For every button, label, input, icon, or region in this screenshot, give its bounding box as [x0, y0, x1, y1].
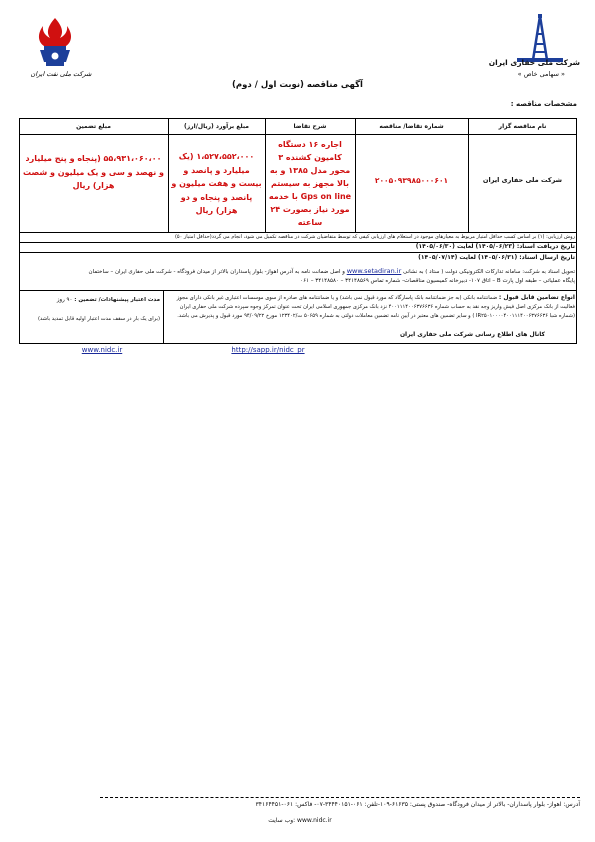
column-divider	[355, 118, 356, 232]
footer-divider	[100, 797, 580, 798]
sapp-link[interactable]: http://sapp.ir/nidc_pr	[231, 346, 305, 354]
guarantee-label: انواع تضامین قابل قبول :	[498, 294, 575, 301]
header-description: شرح تقاضا	[293, 123, 327, 130]
divider	[19, 290, 577, 291]
cell-guarantee: ۵۵،۹۳۱،۰۶۰،۰۰ (پنجاه و پنج میلیارد و نهصد و سی و یک میلیون و شصت هزار) ریال	[23, 154, 164, 190]
cell-tender-number: ۲۰۰۵۰۹۳۹۸۵۰۰۰۶۰۱	[374, 176, 449, 185]
footer-website: وب سایت: www.nidc.ir	[268, 817, 332, 824]
divider	[19, 252, 577, 253]
website-link[interactable]: www.nidc.ir	[81, 346, 123, 354]
company-name: شرکت ملی حفاری ایران	[488, 58, 580, 67]
channels-label: کانال های اطلاع رسانی شرکت ملی حفاری ایران	[399, 331, 545, 338]
column-divider	[265, 118, 266, 232]
setadiran-link[interactable]: www.setadiran.ir	[346, 267, 402, 275]
header-tender-number: شماره تقاضا/ مناقصه	[379, 123, 444, 130]
header-estimate: مبلغ برآورد (ریال/ارز)	[183, 123, 249, 130]
validity-note: (برای یک بار در سقف مدت اعتبار اولیه قابل تمدید باشد)	[38, 316, 160, 322]
nidc-logo	[505, 14, 575, 78]
delivery-address: پایگاه عملیاتی – طبقه اول پارت B – اتاق ۱۰۷- دبیرخانه کمیسیون مناقصات- شماره تماس ۳۴۱۴۸۵۶۹ – ۳۴۱۴۸۵۸۰ – ۰۶۱	[300, 278, 575, 284]
header-guarantee: مبلغ تضمین	[76, 123, 111, 130]
delivery-text: تحویل اسناد به شرکت: سامانه تدارکات الکترونیکی دولت ( ستاد ) به نشانی	[403, 269, 575, 275]
validity-value: ۹۰ روز	[56, 297, 73, 303]
receive-date: تاریخ دریافت اسناد: (۱۴۰۵/۰۶/۲۳) لغایت (۱۴۰۵/۰۶/۳۰)	[415, 243, 575, 250]
footer-address: آدرس: اهواز- بلوار پاسداران- بالاتر از میدان فرودگاه- صندوق پستی: ۶۱۶۳۵-۱۰۹-تلفن: ۰۶۱-۳۴۴۴۰۱۵۱-۰۷- فاکس: ۰۶۱-۳۴۱۶۴۴۵۱	[255, 801, 580, 808]
guarantee-text: ضمانتنامه بانکی (به جز ضمانتنامه بانک پاسارگاد که مورد قبول نمی باشد) و یا ضمانتنامه های صادره از سوی موسسات اعتباری غیر بانکی دارای مجوز فعالیت از بانک مرکزی اصل فیش واریز وجه نقد به حساب شماره ۴۰۰۱۱۱۴۰۰۶۳۷۶۶۳۶ نزد بانک مرکزی جمهوری اسلامی ایران تحت عنوان تمرکز وجوه سپرده شرکت ملی حفاری ایران (شماره شبا IR۲۵۰۱۰۰۰۰۴۰۰۱۱۱۴۰۰۶۳۷۶۶۳۶ ) و سایر تضمین های معتبر در آیین نامه تضمین معاملات دولتی به شماره ۵۰۶۵۹ ت/۱۲۳۴۰۲ مورخ ۹۴/۰۹/۲۲ مورد قبول و پذیرش می باشد.	[176, 295, 575, 319]
header-organizer: نام مناقصه گزار	[498, 123, 547, 130]
delivery-info	[22, 267, 575, 276]
column-divider	[168, 118, 169, 232]
company-subtitle: « سهامی خاص »	[517, 70, 565, 78]
delivery-text: و اصل ضمانت نامه به آدرس اهواز- بلوار پاسداران بالاتر از میدان فرودگاه - شرکت ملی حفاری ایران – ساختمان	[88, 269, 345, 275]
column-divider	[163, 290, 164, 344]
validity-label: مدت اعتبار پیشنهادات/ تضمین :	[74, 297, 160, 303]
header-divider	[19, 134, 577, 135]
validity-info	[22, 296, 160, 304]
specs-label: مشخصات مناقصه :	[510, 100, 577, 108]
cell-estimate: ۱،۵۲۷،۵۵۲،۰۰۰ (یک میلیارد و پانصد و بیست و هفت میلیون و پانصد و پنجاه و دو هزار) ریال	[171, 152, 262, 215]
guarantee-types	[166, 293, 575, 321]
page-title: آگهی مناقصه (نوبت اول / دوم)	[232, 80, 363, 90]
column-divider	[468, 118, 469, 232]
cell-organizer: شرکت ملی حفاری ایران	[482, 176, 563, 184]
evaluation-method: روش ارزیابی: (۱) بر اساس کسب حداقل امتیاز مربوط به معیارهای موجود در استعلام های ارزیابی کیفی که توسط متقاضیان شرکت در مناقصه تکمیل می شود، انجام می گردد(حداقل امتیاز ۵۰)	[174, 234, 575, 240]
logo-caption: شرکت ملی نفت ایران	[30, 70, 92, 78]
cell-description: اجاره ۱۶ دستگاه کامیون کشنده ۳ محور مدل ۱۳۸۵ و به بالا مجهز به سیستم Gps on line با خدمه مورد نیاز بصورت ۲۴ ساعته	[268, 140, 352, 227]
send-date: تاریخ ارسال اسناد: (۱۴۰۵/۰۶/۳۱) لغایت (۱۴۰۵/۰۷/۱۴)	[418, 254, 575, 261]
